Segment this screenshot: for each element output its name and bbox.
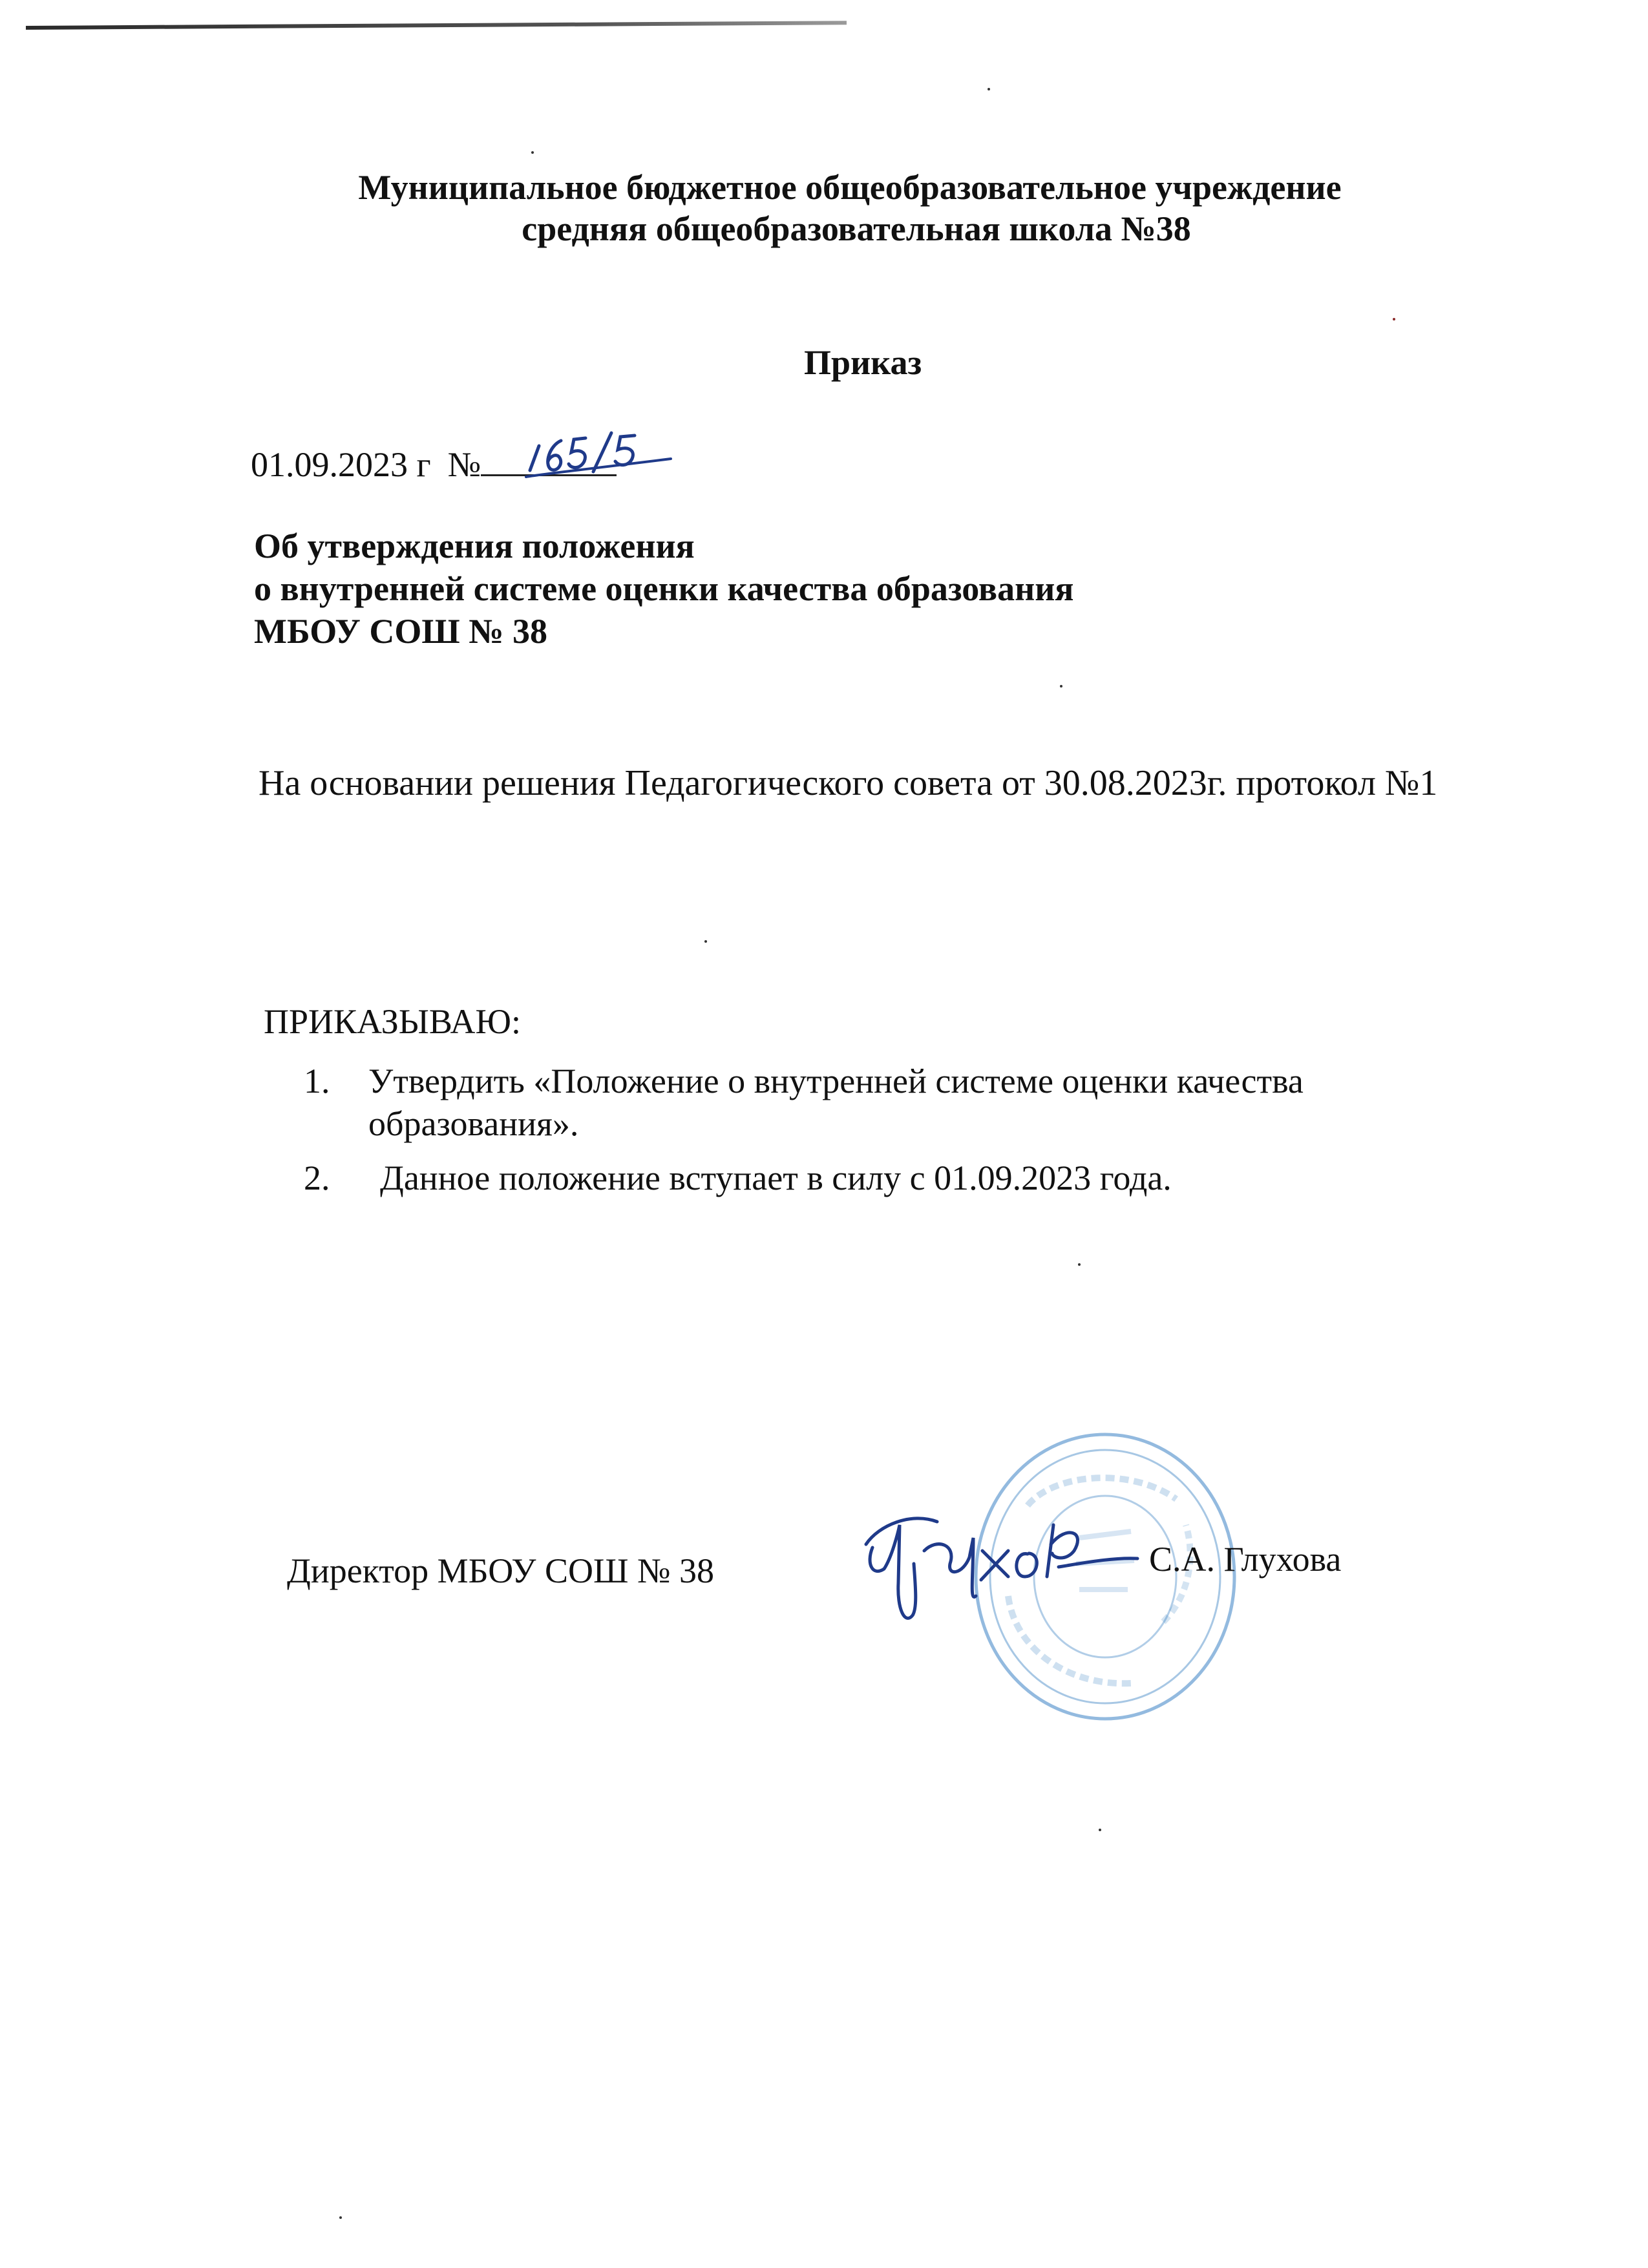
scan-speck (704, 940, 707, 943)
scan-speck (1060, 685, 1062, 688)
director-signature (853, 1486, 1144, 1635)
order-item-2 (304, 1157, 1172, 1199)
order-subject-line-1: Об утверждения положения (254, 527, 695, 565)
number-sign: № (447, 445, 481, 484)
organization-name-line-2: средняя общеобразовательная школа №38 (522, 209, 1191, 248)
scan-edge-line (26, 21, 847, 30)
order-basis: На основании решения Педагогического совета от 30.08.2023г. протокол №1 (259, 763, 1438, 803)
scan-speck (1099, 1829, 1101, 1831)
order-item-1-text: Утвердить «Положение о внутренней системе оценки качества (368, 1062, 1304, 1100)
organization-name-line-1: Муниципальное бюджетное общеобразовательное учреждение (358, 168, 1342, 207)
order-item-2-text: Данное положение вступает в силу с 01.09.2023 года. (380, 1159, 1172, 1197)
scan-speck (339, 2216, 342, 2219)
scan-speck (1393, 318, 1395, 320)
scan-speck (531, 151, 534, 154)
order-item-1-number: 1. (304, 1062, 330, 1100)
director-position: Директор МБОУ СОШ № 38 (287, 1551, 714, 1590)
order-item-1-continuation: образования». (368, 1104, 579, 1143)
order-subject-line-2: о внутренней системе оценки качества образования (254, 569, 1074, 608)
director-name: С.А. Глухова (1149, 1540, 1342, 1579)
order-subject-line-3: МБОУ СОШ № 38 (254, 612, 547, 651)
handwritten-order-number (521, 426, 676, 485)
order-item-1 (304, 1060, 1304, 1102)
document-date: 01.09.2023 г (251, 445, 431, 484)
order-word: ПРИКАЗЫВАЮ: (264, 1002, 521, 1041)
document-title: Приказ (804, 343, 922, 382)
order-subject (254, 525, 1074, 653)
scan-speck (988, 88, 990, 90)
order-item-2-number: 2. (304, 1159, 330, 1197)
scan-speck (1078, 1263, 1081, 1266)
